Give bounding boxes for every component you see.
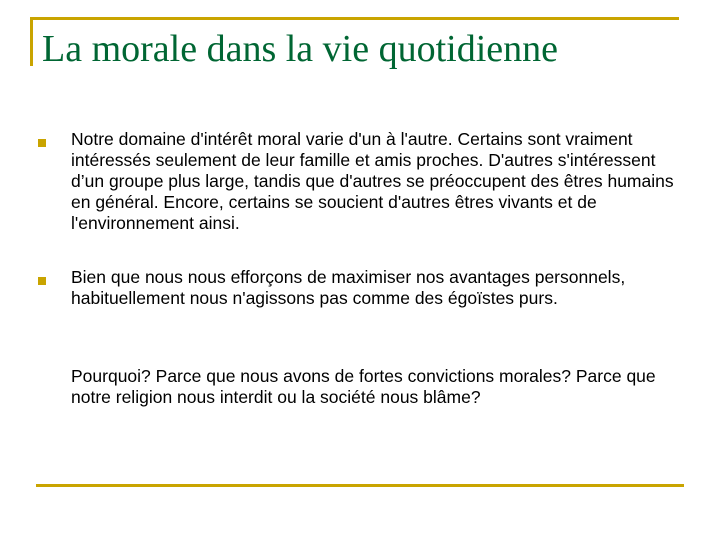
title-frame-top-rule bbox=[30, 17, 679, 20]
slide-title: La morale dans la vie quotidienne bbox=[42, 28, 558, 70]
square-bullet-icon bbox=[38, 139, 46, 147]
continuation-paragraph: Pourquoi? Parce que nous avons de fortes convictions morales? Parce que notre religion nous interdit ou la société nous blâme? bbox=[71, 366, 656, 407]
footer-rule bbox=[36, 484, 684, 487]
bullet-text-self-interest: Bien que nous nous efforçons de maximiser nos avantages personnels, habituellement nous n'agissons pas comme des égoïstes purs. bbox=[71, 267, 626, 308]
title-frame-left-rule bbox=[30, 17, 33, 66]
bullet-text-moral-domain: Notre domaine d'intérêt moral varie d'un à l'autre. Certains sont vraiment intéressés seulement de leur famille et amis proches. D'autres s'intéressent d’un groupe plus large, tandis que d'autres se préoccupent des êtres humains en général. Encore, certains se soucient d'autres êtres vivants et de l'environnement ainsi. bbox=[71, 129, 674, 233]
square-bullet-icon bbox=[38, 277, 46, 285]
